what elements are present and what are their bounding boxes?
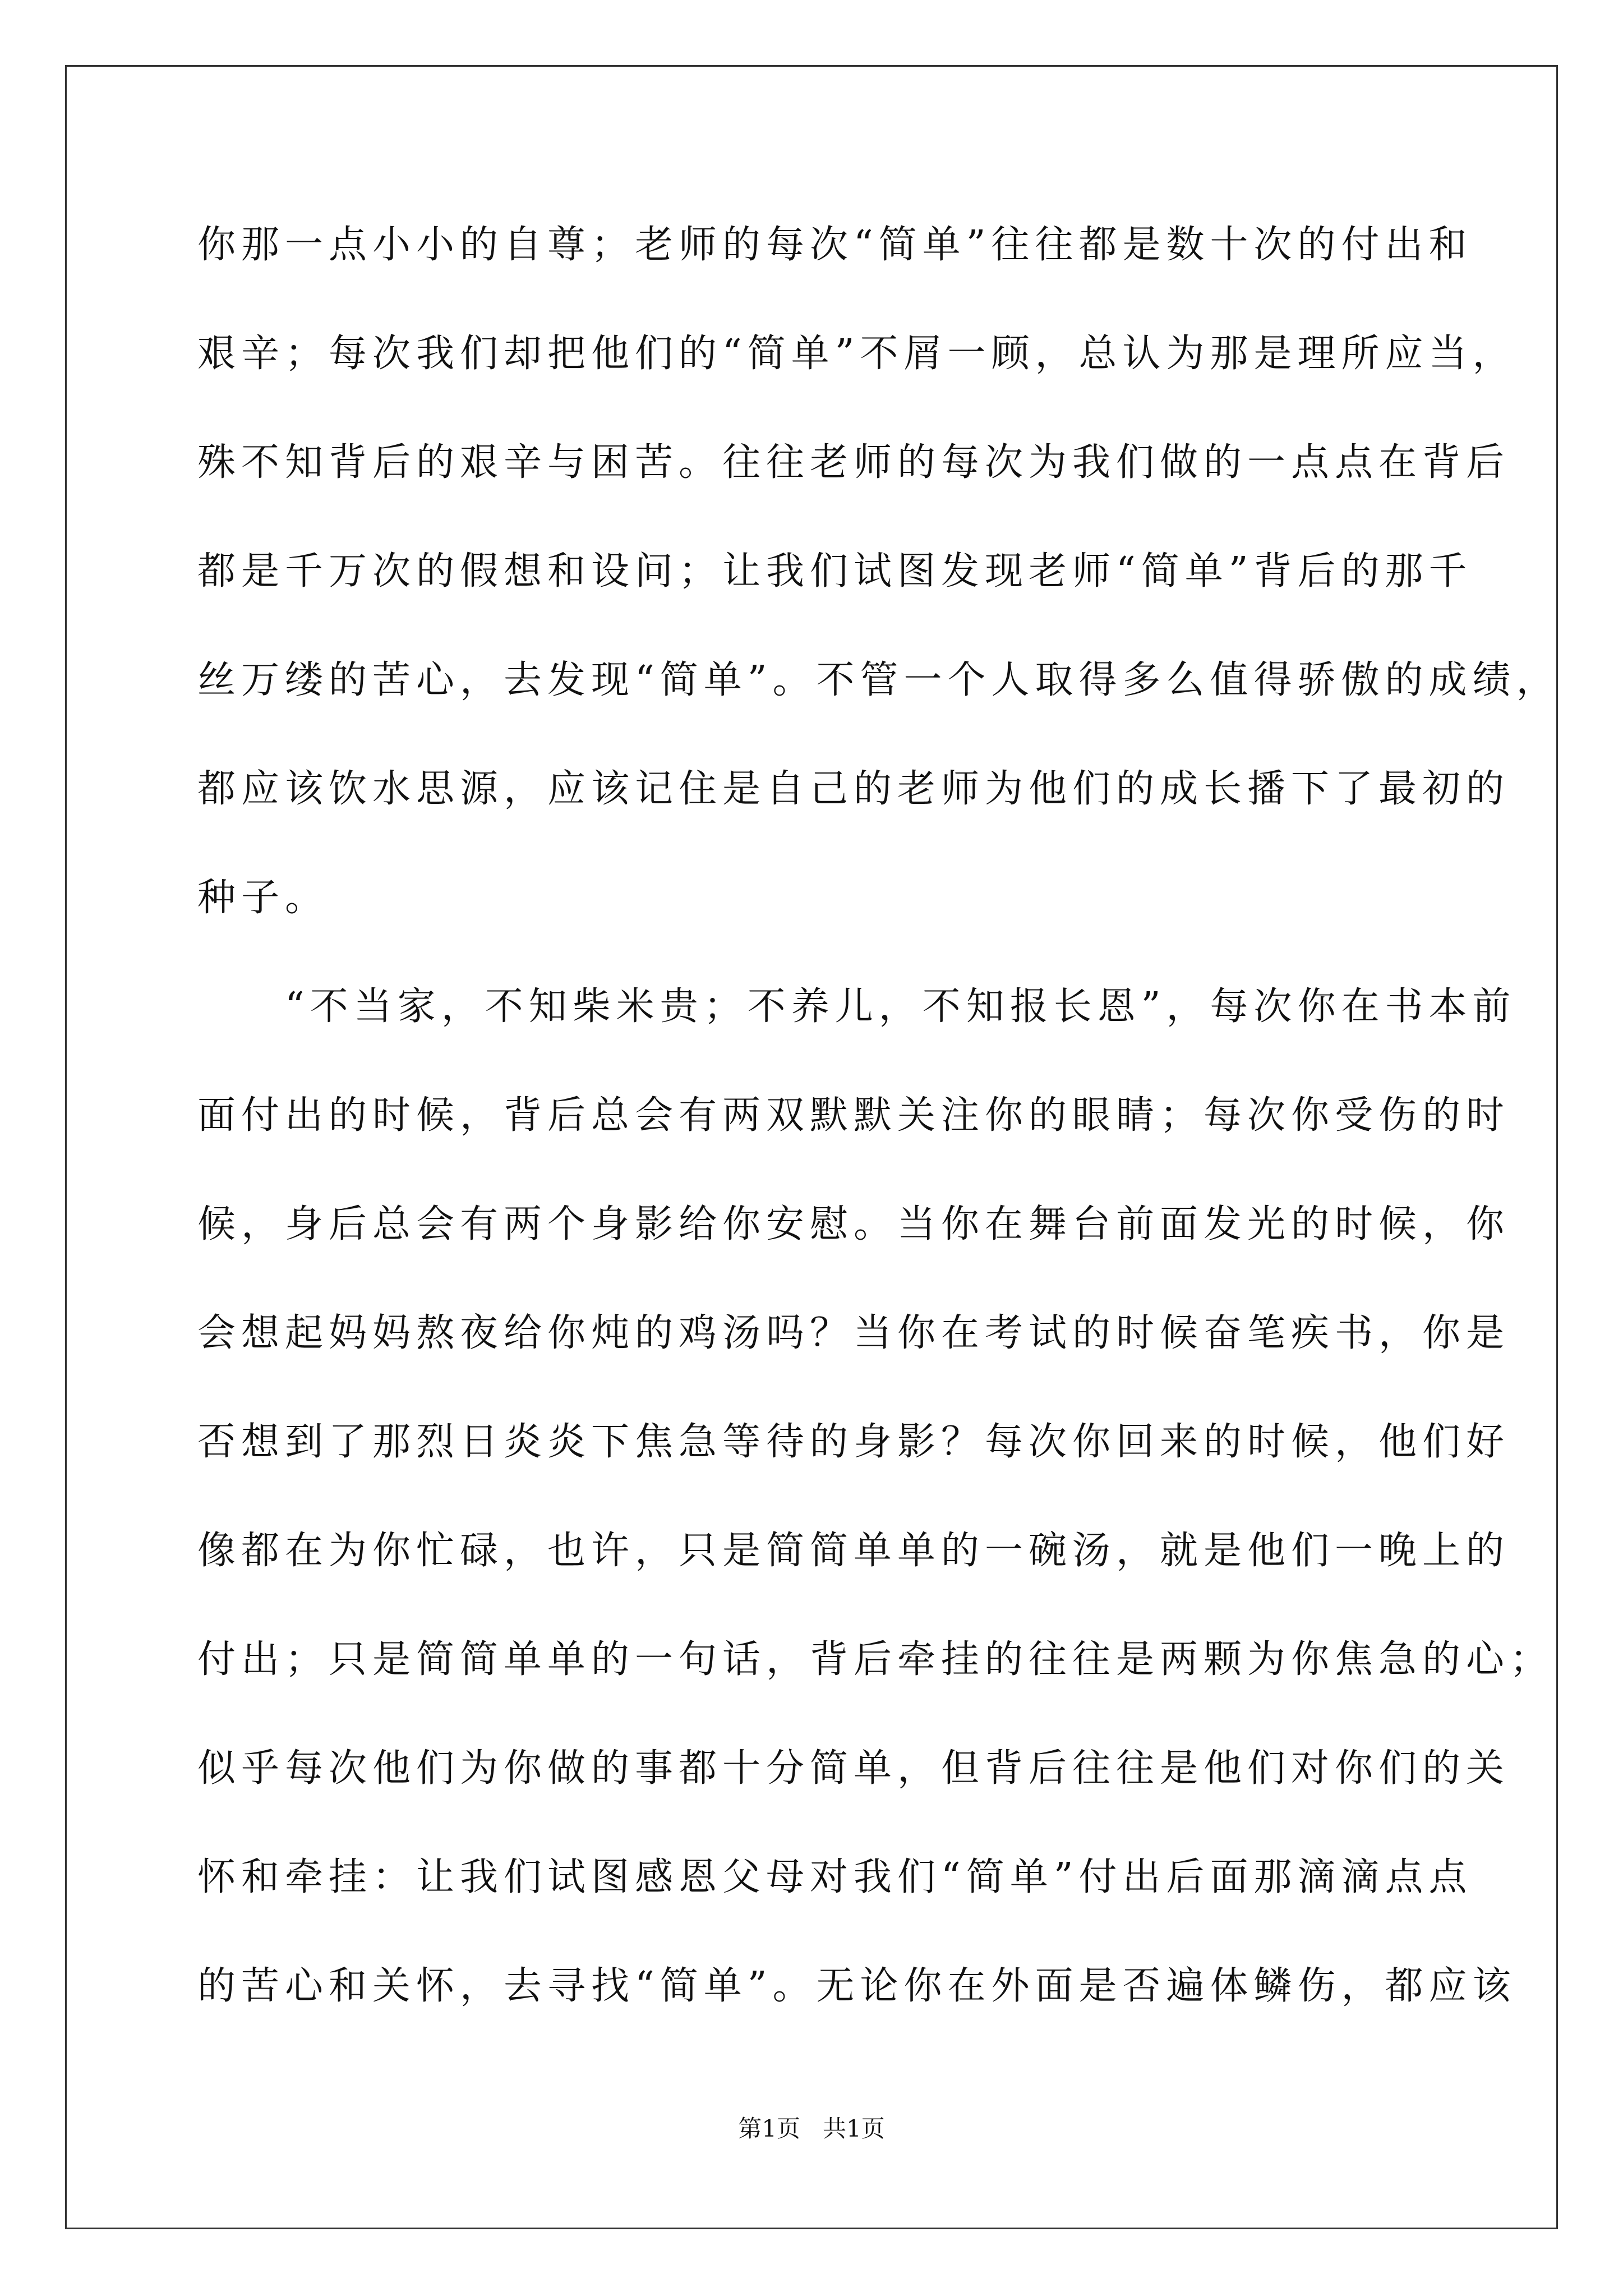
- body-text-line: 殊不知背后的艰辛与困苦。往往老师的每次为我们做的一点点在背后: [197, 440, 1510, 485]
- body-text-line: 丝万缕的苦心，去发现“简单”。不管一个人取得多么值得骄傲的成绩，: [197, 658, 1560, 702]
- body-text-line: 面付出的时候，背后总会有两双默默关注你的眼睛；每次你受伤的时: [197, 1093, 1510, 1138]
- body-text-line: 否想到了那烈日炎炎下焦急等待的身影？每次你回来的时候，他们好: [197, 1420, 1510, 1464]
- body-text-line: 候，身后总会有两个身影给你安慰。当你在舞台前面发光的时候，你: [197, 1202, 1510, 1246]
- body-text-line: 像都在为你忙碌，也许，只是简简单单的一碗汤，就是他们一晚上的: [197, 1529, 1510, 1573]
- body-text-line: 会想起妈妈熬夜给你炖的鸡汤吗？当你在考试的时候奋笔疾书，你是: [197, 1311, 1510, 1355]
- body-text-line: 付出；只是简简单单的一句话，背后牵挂的往往是两颗为你焦急的心；: [197, 1637, 1554, 1682]
- body-text-line: 似乎每次他们为你做的事都十分简单，但背后往往是他们对你们的关: [197, 1746, 1510, 1791]
- body-text-line: 都是千万次的假想和设问；让我们试图发现老师“简单”背后的那千: [197, 549, 1473, 593]
- body-text-line: “不当家，不知柴米贵；不养儿，不知报长恩”，每次你在书本前: [197, 984, 1516, 1029]
- body-text-line: 都应该饮水思源，应该记住是自己的老师为他们的成长播下了最初的: [197, 767, 1510, 811]
- body-text-line: 你那一点小小的自尊；老师的每次“简单”往往都是数十次的付出和: [197, 223, 1473, 267]
- body-text-line: 怀和牵挂：让我们试图感恩父母对我们“简单”付出后面那滴滴点点: [197, 1855, 1473, 1899]
- body-text-line: 的苦心和关怀，去寻找“简单”。无论你在外面是否遍体鳞伤，都应该: [197, 1964, 1516, 2008]
- page-number: 第1页 共1页: [738, 2115, 885, 2142]
- body-text-line: 艰辛；每次我们却把他们的“简单”不屑一顾，总认为那是理所应当，: [197, 332, 1516, 376]
- body-text-line: 种子。: [197, 876, 329, 920]
